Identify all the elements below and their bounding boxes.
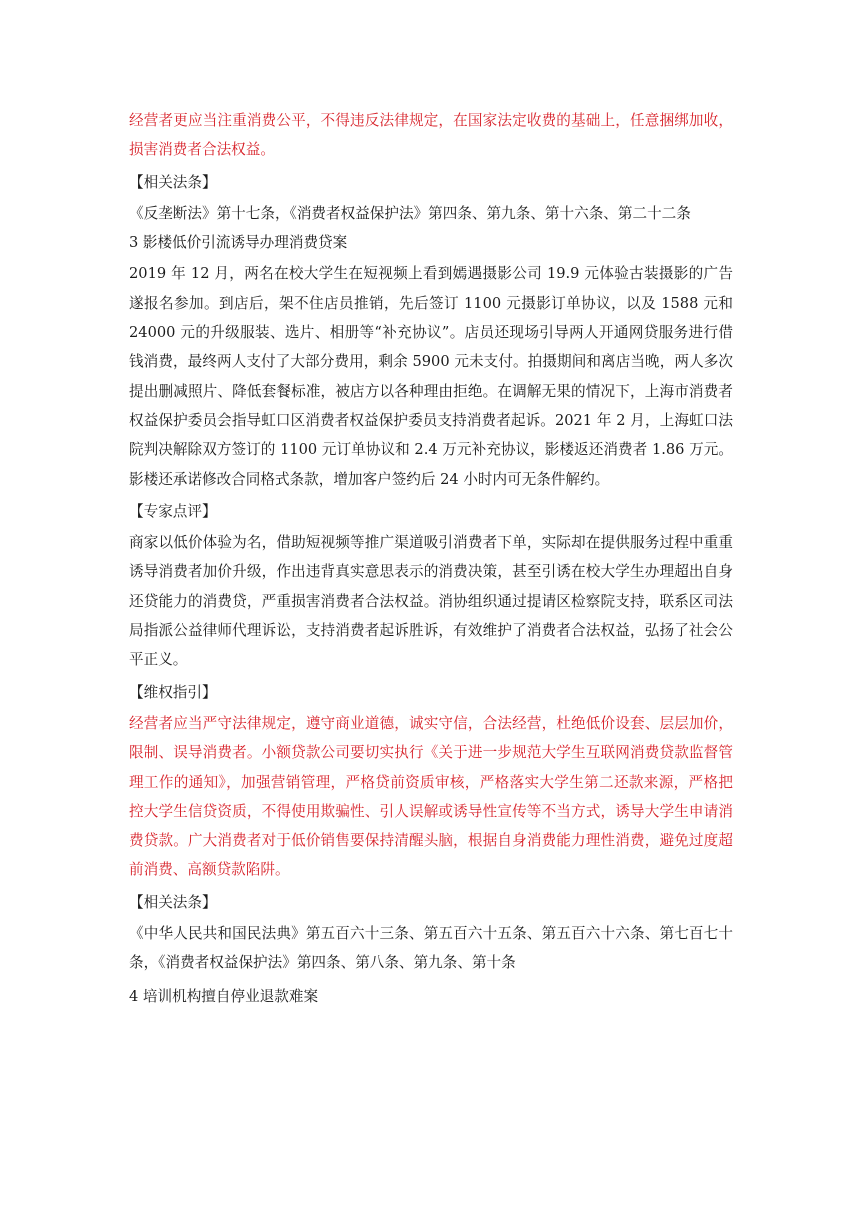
related-laws-text-2: 《中华人民共和国民法典》第五百六十三条、第五百六十五条、第五百六十六条、第七百七十条，《消费者权益保护法》第四条、第八条、第九条、第十条	[129, 925, 733, 972]
case-3-body: 2019 年 12 月，两名在校大学生在短视频上看到嫣遇摄影公司 19.9 元体验古装摄影的广告遂报名参加。到店后，架不住店员推销，先后签订 1100 元摄影订单协议，以及 1588 元和 24000 元的升级服装、选片、相册等“补充协议”。店员还现场引导两人开通网贷服务进行借钱消费，最终两人支付了大部分费用，剩余 5900 元未支付。拍摄期间和离店当晚，两人多次提出删减照片、降低套餐标准，被店方以各种理由拒绝。在调解无果的情况下，上海市消费者权益保护委员会指导虹口区消费者权益保护委员支持消费者起诉。2021 年 2 月，上海虹口法院判决解除双方签订的 1100 元订单协议和 2.4 万元补充协议，影楼返还消费者 1.86 万元。影楼还承诺修改合同格式条款，增加客户签约后 24 小时内可无条件解约。	[129, 265, 733, 488]
expert-review-heading: 【专家点评】	[129, 502, 217, 520]
rights-guide-body: 经营者应当严守法律规定，遵守商业道德，诚实守信，合法经营，杜绝低价设套、层层加价，限制、误导消费者。小额贷款公司要切实执行《关于进一步规范大学生互联网消费贷款监督管理工作的通知》，加强营销管理，严格贷前资质审核，严格落实大学生第二还款来源，严格把控大学生信贷资质，不得使用欺骗性、引人误解或诱导性宣传等不当方式，诱导大学生申请消费贷款。广大消费者对于低价销售要保持清醒头脑，根据自身消费能力理性消费，避免过度超前消费、高额贷款陷阱。	[129, 714, 733, 879]
case-4-title: 4 培训机构擅自停业退款难案	[129, 987, 319, 1005]
related-laws-heading-2: 【相关法条】	[129, 893, 217, 911]
related-laws-heading: 【相关法条】	[129, 173, 217, 191]
rights-guide-heading: 【维权指引】	[129, 683, 217, 701]
case-3-title: 3 影楼低价引流诱导办理消费贷案	[129, 234, 348, 252]
red-paragraph-fairness: 经营者更应当注重消费公平，不得违反法律规定，在国家法定收费的基础上，任意捆绑加收，损害消费者合法权益。	[129, 112, 733, 159]
expert-review-body: 商家以低价体验为名，借助短视频等推广渠道吸引消费者下单，实际却在提供服务过程中重重诱导消费者加价升级，作出违背真实意思表示的消费决策，甚至引诱在校大学生办理超出自身还贷能力的消费贷，严重损害消费者合法权益。消协组织通过提请区检察院支持，联系区司法局指派公益律师代理诉讼，支持消费者起诉胜诉，有效维护了消费者合法权益，弘扬了社会公平正义。	[129, 534, 733, 669]
related-laws-text: 《反垄断法》第十七条，《消费者权益保护法》第四条、第九条、第十六条、第二十二条	[129, 204, 691, 222]
document-page	[129, 0, 733, 1011]
